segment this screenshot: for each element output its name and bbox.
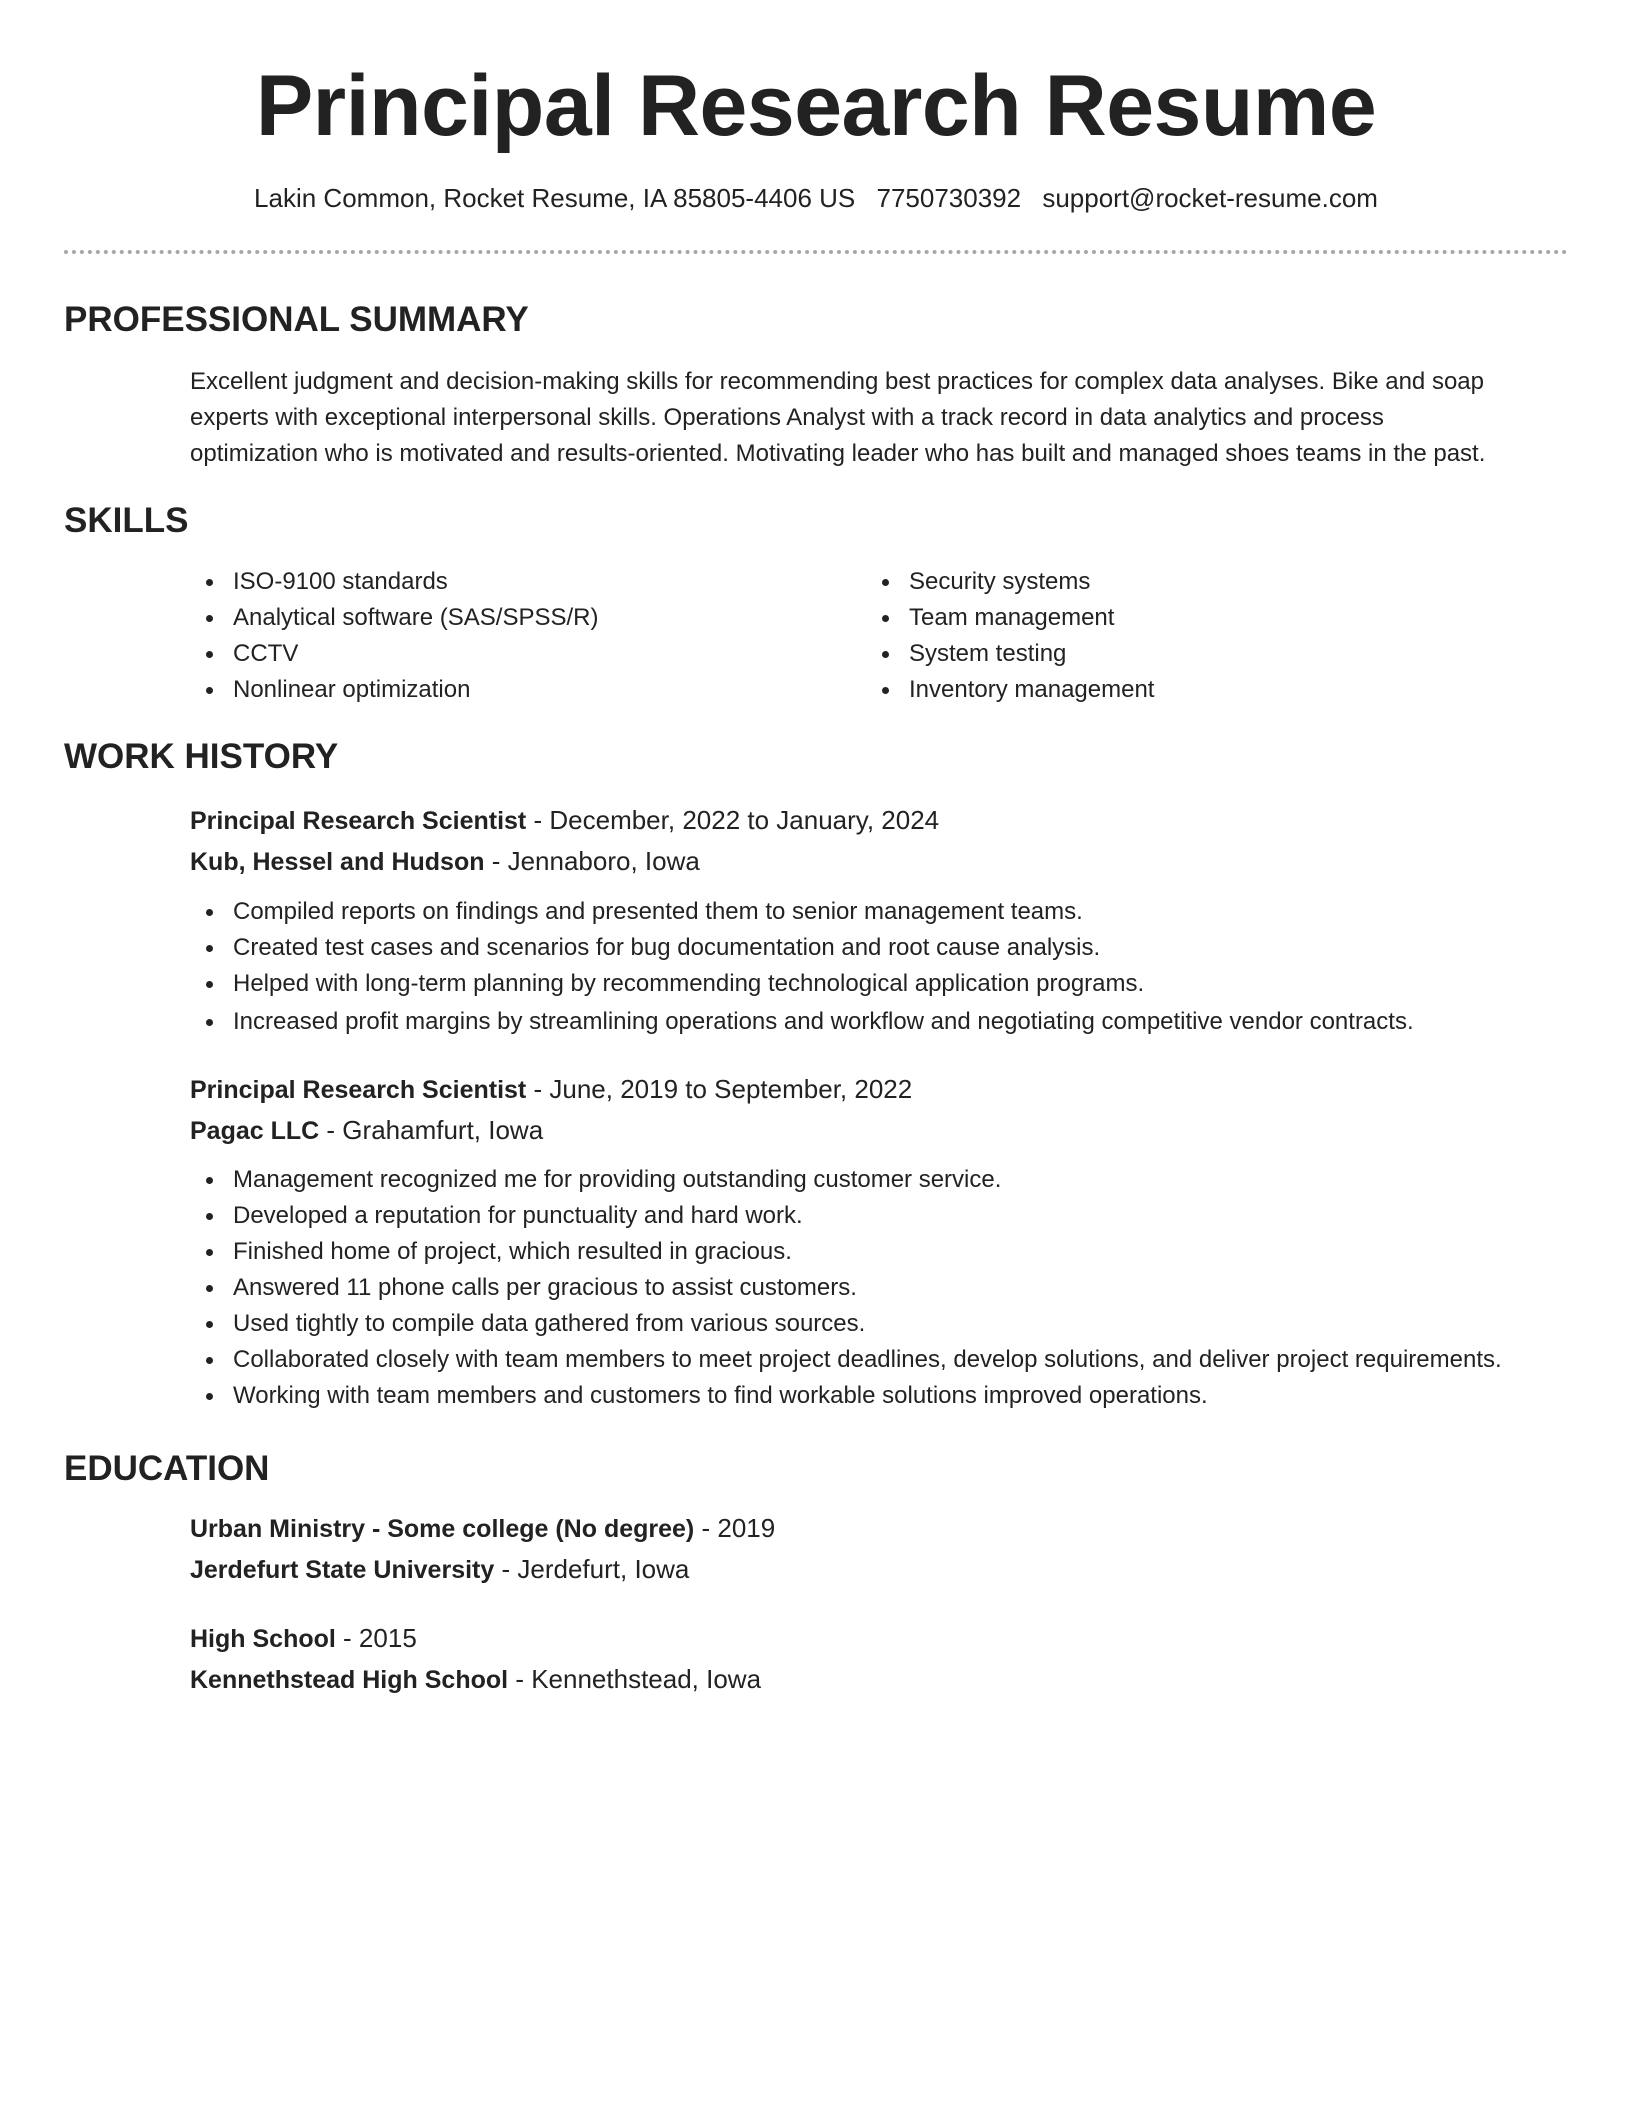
job-company: Kub, Hessel and Hudson	[190, 848, 485, 876]
skills-left-column	[190, 564, 810, 708]
job-bullet: Compiled reports on findings and presented them to senior management teams.	[190, 894, 1570, 930]
job-bullet: Answered 11 phone calls per gracious to assist customers.	[190, 1270, 1570, 1306]
skill-item: System testing	[866, 636, 1486, 672]
summary-heading: PROFESSIONAL SUMMARY	[64, 300, 529, 339]
address: Lakin Common, Rocket Resume, IA 85805-4406 US	[254, 183, 856, 213]
education-school: Kennethstead High School	[190, 1666, 509, 1694]
job-bullet: Working with team members and customers to find workable solutions improved operations.	[190, 1378, 1570, 1414]
education-degree: Urban Ministry - Some college (No degree)	[190, 1515, 695, 1543]
job-company: Pagac LLC	[190, 1117, 320, 1145]
job-dates: - June, 2019 to September, 2022	[526, 1074, 913, 1104]
job-entry	[190, 1069, 1570, 1151]
skill-item: Inventory management	[866, 672, 1486, 708]
job-bullet: Created test cases and scenarios for bug documentation and root cause analysis.	[190, 930, 1570, 966]
skill-item: Team management	[866, 600, 1486, 636]
skill-item: CCTV	[190, 636, 810, 672]
job-bullets	[190, 894, 1570, 1040]
education-year: - 2015	[335, 1623, 417, 1653]
education-entry	[190, 1618, 1570, 1700]
job-title-line	[190, 1069, 1570, 1110]
summary-line: Excellent judgment and decision-making skills for recommending best practices for complex data analyses. Bike and soap	[190, 368, 1484, 395]
summary-line: experts with exceptional interpersonal skills. Operations Analyst with a track record in data analytics and process	[190, 404, 1384, 431]
education-school: Jerdefurt State University	[190, 1556, 495, 1584]
job-entry	[190, 800, 1570, 882]
job-bullet: Developed a reputation for punctuality and hard work.	[190, 1198, 1570, 1234]
job-location: - Grahamfurt, Iowa	[319, 1115, 544, 1145]
job-company-line	[190, 1110, 1570, 1151]
job-title: Principal Research Scientist	[190, 1076, 527, 1104]
education-degree: High School	[190, 1625, 336, 1653]
resume-title: Principal Research Resume	[255, 58, 1377, 154]
education-location: - Jerdefurt, Iowa	[494, 1554, 690, 1584]
education-location: - Kennethstead, Iowa	[508, 1664, 762, 1694]
education-degree-line	[190, 1618, 1570, 1659]
skill-item: Nonlinear optimization	[190, 672, 810, 708]
job-bullet: Used tightly to compile data gathered from various sources.	[190, 1306, 1570, 1342]
job-bullets	[190, 1162, 1570, 1414]
contact-line	[0, 179, 1632, 217]
work-history-heading: WORK HISTORY	[64, 737, 339, 776]
education-degree-line	[190, 1508, 1570, 1549]
skill-item: Security systems	[866, 564, 1486, 600]
job-bullet: Management recognized me for providing outstanding customer service.	[190, 1162, 1570, 1198]
education-year: - 2019	[694, 1513, 776, 1543]
education-entry	[190, 1508, 1570, 1590]
summary-line: optimization who is motivated and results-oriented. Motivating leader who has built and managed shoes teams in the past.	[190, 440, 1486, 467]
header-divider	[64, 250, 1568, 254]
job-bullet: Collaborated closely with team members to meet project deadlines, develop solutions, and deliver project requirements.	[190, 1342, 1570, 1378]
skill-item: Analytical software (SAS/SPSS/R)	[190, 600, 810, 636]
job-bullet: Finished home of project, which resulted in gracious.	[190, 1234, 1570, 1270]
phone: 7750730392	[876, 183, 1022, 213]
job-dates: - December, 2022 to January, 2024	[526, 805, 940, 835]
skill-item: ISO-9100 standards	[190, 564, 810, 600]
education-school-line	[190, 1659, 1570, 1700]
email: support@rocket-resume.com	[1042, 183, 1378, 213]
education-school-line	[190, 1549, 1570, 1590]
job-title: Principal Research Scientist	[190, 807, 527, 835]
job-company-line	[190, 841, 1570, 882]
job-title-line	[190, 800, 1570, 841]
job-bullet: Helped with long-term planning by recommending technological application programs.	[190, 966, 1570, 1002]
job-bullet: Increased profit margins by streamlining operations and workflow and negotiating competitive vendor contracts.	[190, 1004, 1570, 1040]
job-location: - Jennaboro, Iowa	[484, 846, 700, 876]
skills-right-column	[866, 564, 1486, 708]
education-heading: EDUCATION	[64, 1449, 270, 1488]
skills-heading: SKILLS	[64, 501, 189, 540]
summary-text	[190, 364, 1570, 472]
